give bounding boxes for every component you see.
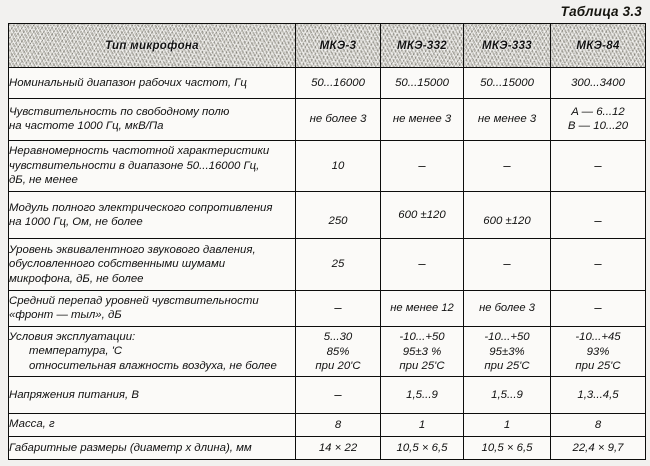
- value-line: 95±3 %: [402, 345, 442, 358]
- value-line: –: [418, 157, 426, 173]
- row-parameter: [9, 436, 296, 459]
- parameter-line: Масса, г: [9, 418, 55, 431]
- value-line: при 25'С: [399, 359, 445, 372]
- value-line: 25: [331, 258, 345, 271]
- value-line: при 20'С: [315, 359, 361, 372]
- row-value: [296, 99, 381, 140]
- value-line: 600 ±120: [483, 214, 531, 227]
- parameter-line: температура, 'С: [29, 345, 123, 358]
- header-column-mke-333: [464, 24, 551, 68]
- value-line: –: [503, 157, 511, 173]
- value-line: 85%: [326, 345, 350, 358]
- row-value: [296, 413, 381, 436]
- value-line: -10...+50: [484, 331, 530, 344]
- row-value: [381, 239, 464, 290]
- value-line: 22,4 × 9,7: [572, 441, 624, 454]
- row-value: [296, 377, 381, 413]
- value-line: –: [594, 212, 602, 228]
- parameter-line: Средний перепад уровней чувствительности: [9, 294, 259, 307]
- row-value: [296, 290, 381, 326]
- value-line: A — 6...12: [571, 106, 625, 119]
- value-line: 600 ±120: [398, 209, 446, 222]
- row-value: [381, 191, 464, 238]
- row-parameter: [9, 326, 296, 376]
- header-column-label-4: МКЭ-84: [576, 39, 620, 52]
- row-parameter: [9, 290, 296, 326]
- row-value: [296, 436, 381, 459]
- header-column-mke-84: [551, 24, 646, 68]
- header-column-mke-3: [296, 24, 381, 68]
- row-parameter: [9, 191, 296, 238]
- value-line: 10: [331, 159, 345, 172]
- parameter-line: Условия эксплуатации:: [9, 331, 136, 344]
- row-value: [464, 377, 551, 413]
- value-line: B — 10...20: [567, 120, 629, 133]
- row-value: [464, 239, 551, 290]
- value-line: 95±3%: [489, 345, 525, 358]
- row-value: [551, 413, 646, 436]
- row-value: [464, 191, 551, 238]
- header-column-mke-332: [381, 24, 464, 68]
- row-parameter: [9, 99, 296, 140]
- value-line: не более 3: [479, 302, 535, 315]
- row-value: [551, 377, 646, 413]
- parameter-line: дБ, не менее: [9, 173, 78, 186]
- value-line: 93%: [586, 345, 610, 358]
- row-value: [464, 436, 551, 459]
- parameter-line: обусловленного собственными шумами: [9, 258, 226, 271]
- value-line: 10,5 × 6,5: [396, 441, 448, 454]
- row-value: [381, 99, 464, 140]
- value-line: –: [503, 256, 511, 272]
- table-row: [9, 377, 646, 413]
- value-line: 1,5...9: [406, 388, 438, 401]
- table-row: [9, 290, 646, 326]
- value-line: 250: [328, 214, 348, 227]
- value-line: 1: [503, 418, 511, 431]
- row-value: [464, 99, 551, 140]
- value-line: –: [594, 157, 602, 173]
- parameter-line: «фронт — тыл», дБ: [9, 309, 122, 322]
- value-line: –: [594, 256, 602, 272]
- parameter-line: Габаритные размеры (диаметр x длина), мм: [9, 441, 252, 454]
- value-line: 1: [418, 418, 426, 431]
- row-parameter: [9, 413, 296, 436]
- row-value: [551, 326, 646, 376]
- header-parameter-label: Тип микрофона: [105, 39, 199, 52]
- parameter-line: Чувствительность по свободному полю: [9, 105, 230, 118]
- value-line: 1,5...9: [491, 388, 523, 401]
- value-line: при 25'С: [575, 359, 621, 372]
- value-line: 50...16000: [311, 77, 365, 90]
- value-line: -10...+50: [399, 331, 445, 344]
- value-line: не более 3: [309, 113, 367, 126]
- row-value: [296, 140, 381, 191]
- table-row: [9, 140, 646, 191]
- value-line: 50...15000: [395, 77, 449, 90]
- spec-table-container: [8, 23, 645, 460]
- value-line: –: [334, 300, 342, 316]
- row-value: [464, 290, 551, 326]
- value-line: -10...+45: [575, 331, 621, 344]
- table-caption: Таблица 3.3: [560, 3, 642, 19]
- row-value: [551, 239, 646, 290]
- parameter-line: относительная влажность воздуха, не более: [29, 359, 277, 372]
- value-line: не менее 3: [392, 113, 452, 126]
- row-value: [296, 191, 381, 238]
- value-line: 10,5 × 6,5: [481, 441, 533, 454]
- value-line: 8: [594, 418, 602, 431]
- table-row: [9, 436, 646, 459]
- table-row: [9, 239, 646, 290]
- value-line: –: [334, 386, 342, 402]
- parameter-line: Напряжения питания, В: [9, 388, 139, 401]
- table-caption-row: [0, 0, 642, 22]
- value-line: –: [594, 300, 602, 316]
- table-row: [9, 68, 646, 99]
- value-line: при 25'С: [484, 359, 530, 372]
- header-column-label-1: МКЭ-3: [319, 39, 357, 52]
- value-line: 5...30: [323, 331, 353, 344]
- value-line: 1,3...4,5: [577, 388, 619, 401]
- parameter-line: на частоте 1000 Гц, мкВ/Па: [9, 120, 164, 133]
- value-line: –: [418, 256, 426, 272]
- value-line: не менее 12: [390, 302, 454, 315]
- parameter-line: Неравномерность частотной характеристики: [9, 145, 270, 158]
- parameter-line: Модуль полного электрического сопротивления: [9, 201, 273, 214]
- value-line: не менее 3: [477, 113, 537, 126]
- row-value: [464, 68, 551, 99]
- row-value: [464, 326, 551, 376]
- row-value: [464, 413, 551, 436]
- table-row: [9, 191, 646, 238]
- table-body: [9, 68, 646, 460]
- parameter-line: микрофона, дБ, не более: [9, 272, 144, 285]
- row-parameter: [9, 377, 296, 413]
- header-column-label-2: МКЭ-332: [396, 39, 448, 52]
- row-value: [381, 413, 464, 436]
- row-value: [296, 326, 381, 376]
- parameter-line: на 1000 Гц, Ом, не более: [9, 216, 143, 229]
- row-value: [381, 436, 464, 459]
- row-value: [464, 140, 551, 191]
- row-parameter: [9, 239, 296, 290]
- row-value: [381, 290, 464, 326]
- parameter-line: чувствительности в диапазоне 50...16000 Гц,: [9, 159, 260, 172]
- row-value: [381, 377, 464, 413]
- row-value: [551, 68, 646, 99]
- row-value: [551, 191, 646, 238]
- header-parameter: [9, 24, 296, 68]
- row-value: [551, 99, 646, 140]
- row-parameter: [9, 140, 296, 191]
- row-value: [381, 326, 464, 376]
- table-row: [9, 326, 646, 376]
- table-row: [9, 99, 646, 140]
- row-value: [296, 239, 381, 290]
- row-value: [381, 68, 464, 99]
- value-line: 14 × 22: [318, 441, 358, 454]
- row-value: [381, 140, 464, 191]
- table-header: [9, 24, 646, 68]
- row-value: [296, 68, 381, 99]
- header-row: [9, 24, 646, 68]
- value-line: 50...15000: [480, 77, 534, 90]
- value-line: 8: [334, 418, 342, 431]
- row-value: [551, 140, 646, 191]
- row-value: [551, 436, 646, 459]
- row-value: [551, 290, 646, 326]
- table-row: [9, 413, 646, 436]
- parameter-line: Номинальный диапазон рабочих частот, Гц: [9, 76, 247, 89]
- header-column-label-3: МКЭ-333: [481, 39, 533, 52]
- row-parameter: [9, 68, 296, 99]
- microphone-spec-table: [8, 23, 646, 460]
- parameter-line: Уровень эквивалентного звукового давления,: [9, 243, 256, 256]
- value-line: 300...3400: [571, 77, 625, 90]
